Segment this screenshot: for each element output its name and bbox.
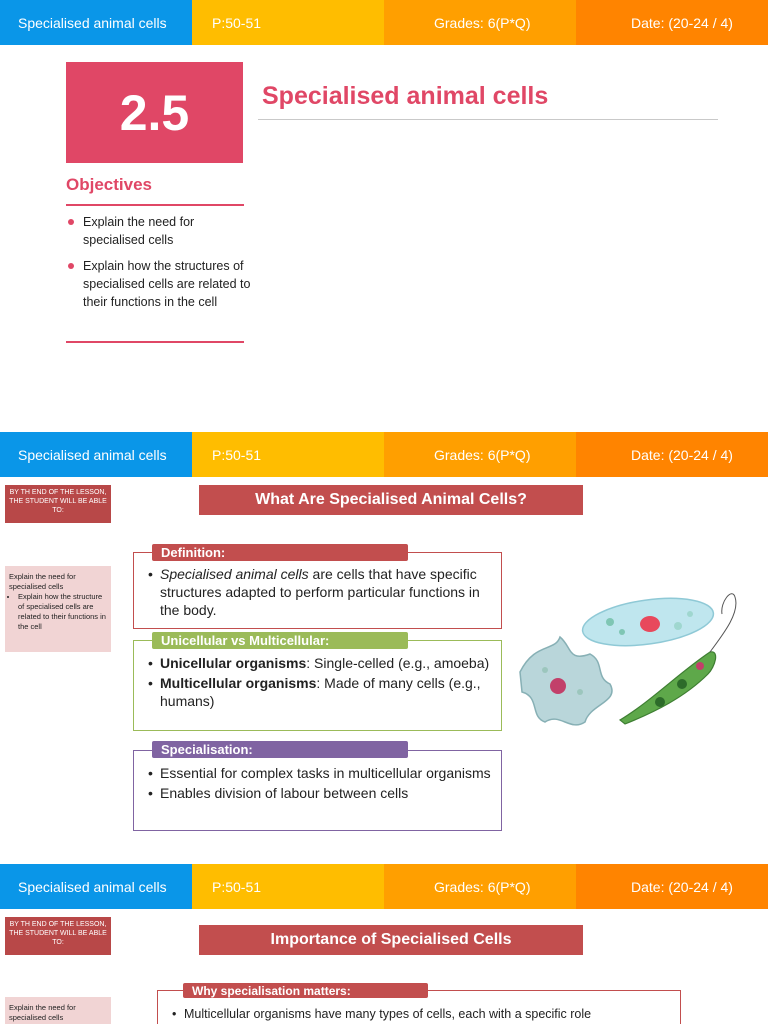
unicellular-organisms-illustration	[510, 592, 750, 742]
unicellular-term: Unicellular organisms	[160, 655, 307, 671]
slide-2	[0, 432, 768, 864]
lesson-goal-box: BY TH END OF THE LESSON, THE STUDENT WILL BE ABLE TO:	[5, 917, 111, 955]
multicellular-term: Multicellular organisms	[160, 675, 317, 691]
lesson-objective-intro: Explain the need for specialised cells	[9, 572, 76, 591]
objectives-heading: Objectives	[66, 175, 152, 194]
specialisation-item: • Enables division of labour between cells	[160, 784, 491, 802]
title-divider	[258, 119, 718, 120]
unicellular-label: Unicellular vs Multicellular:	[152, 632, 408, 649]
slide-heading: What Are Specialised Animal Cells?	[199, 485, 583, 515]
specialisation-item: • Essential for complex tasks in multicellular organisms	[160, 764, 491, 782]
unicellular-card	[133, 640, 502, 731]
header-pages: P:50-51	[192, 432, 384, 477]
header-pages: P:50-51	[192, 0, 384, 45]
header-date: Date: (20-24 / 4)	[576, 864, 768, 909]
page-title: Specialised animal cells	[262, 82, 549, 110]
header-topic: Specialised animal cells	[0, 0, 192, 45]
definition-body: are cells that have specific structures adapted to perform particular functions in the body.	[160, 566, 480, 618]
unicellular-item	[160, 654, 491, 672]
why-item: • Multicellular organisms have many types of cells, each with a specific role	[184, 1005, 670, 1023]
lesson-objectives-box	[5, 997, 111, 1024]
multicellular-item	[160, 674, 491, 710]
unicellular-desc: : Single-celled (e.g., amoeba)	[306, 655, 490, 671]
definition-label: Definition:	[152, 544, 408, 561]
specialisation-label: Specialisation:	[152, 741, 408, 758]
lesson-goal-box: BY TH END OF THE LESSON, THE STUDENT WILL BE ABLE TO:	[5, 485, 111, 523]
objectives-rule-bottom	[66, 341, 244, 343]
header-date: Date: (20-24 / 4)	[576, 432, 768, 477]
multicellular-desc: : Made of many cells (e.g., humans)	[160, 675, 481, 709]
slide-1	[0, 0, 768, 432]
header-topic: Specialised animal cells	[0, 864, 192, 909]
objectives-rule-top	[66, 204, 244, 206]
lesson-objectives-box	[5, 566, 111, 652]
header-bar	[0, 864, 768, 909]
header-grades: Grades: 6(P*Q)	[384, 0, 576, 45]
paramecium-illustration	[580, 592, 717, 653]
definition-term: Specialised animal cells	[160, 566, 309, 582]
definition-card	[133, 552, 502, 629]
header-bar	[0, 432, 768, 477]
specialisation-card	[133, 750, 502, 831]
header-pages: P:50-51	[192, 864, 384, 909]
objective-item: Explain the need for specialised cells	[66, 213, 252, 249]
header-date: Date: (20-24 / 4)	[576, 0, 768, 45]
objective-item: Explain how the structures of specialised cells are related to their functions in the cell	[66, 257, 252, 311]
section-number: 2.5	[66, 62, 243, 163]
lesson-objective-intro: Explain the need for specialised cells	[9, 1003, 76, 1022]
amoeba-illustration	[520, 637, 612, 725]
objectives-list	[66, 213, 252, 319]
definition-text	[160, 565, 491, 619]
why-label: Why specialisation matters:	[183, 983, 428, 998]
header-grades: Grades: 6(P*Q)	[384, 864, 576, 909]
slide-heading: Importance of Specialised Cells	[199, 925, 583, 955]
header-bar	[0, 0, 768, 45]
header-grades: Grades: 6(P*Q)	[384, 432, 576, 477]
slide-3	[0, 864, 768, 1024]
lesson-objective-item: • Explain how the structure of specialised cells are related to their functions in the cell	[18, 592, 107, 632]
header-topic: Specialised animal cells	[0, 432, 192, 477]
